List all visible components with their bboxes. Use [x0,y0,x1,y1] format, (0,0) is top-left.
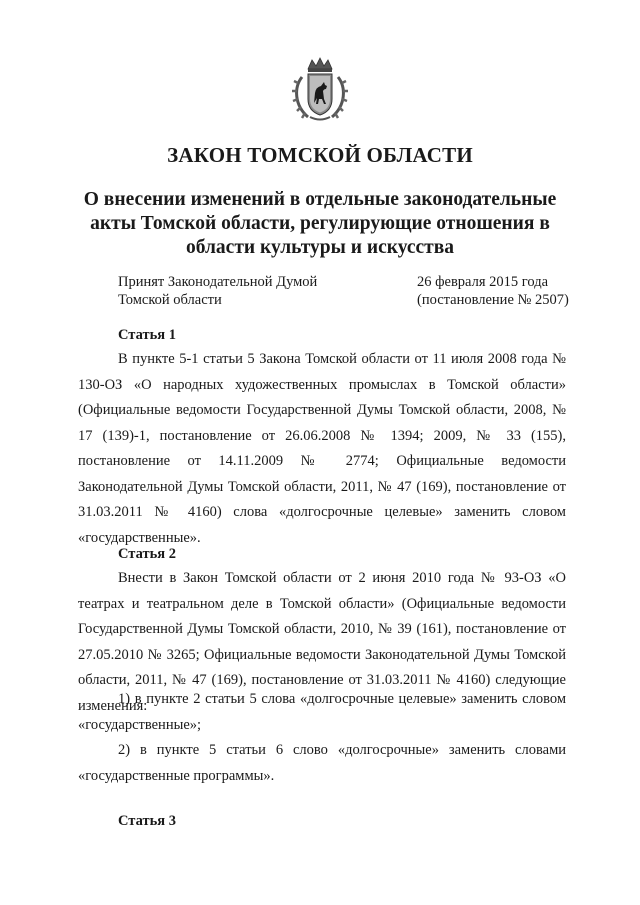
resolution-number: (постановление № 2507) [417,292,569,308]
article-2-heading: Статья 2 [118,546,176,562]
adopted-by-line: Принят Законодательной Думой [118,274,318,290]
adoption-date-info [417,273,569,309]
adoption-info [118,273,317,309]
coat-of-arms-icon [288,55,352,125]
law-subtitle: О внесении изменений в отдельные законодательные акты Томской области, регулирующие отношения в области культуры и искусства [83,189,557,258]
article-2-item-1: 1) в пункте 2 статьи 5 слова «долгосрочные целевые» заменить словом «государственные»; [78,691,566,733]
article-1-paragraph: В пункте 5-1 статьи 5 Закона Томской области от 11 июля 2008 года № 130-ОЗ «О народных художественных промыслах в Томской области» (Официальные ведомости Государственной Думы Томской области, 2008, № 17 (139)-1, постановление от 26.06.2008 № 1394; 2009, № 33 (155), постановление от 14.11.2009 № 2774; Официальные ведомости Законодательной Думы Томской области, 2011, № 47 (169), постановление от 31.03.2011 № 4160) слова «долгосрочные целевые» заменить словом «государственные». [78,351,566,546]
article-3-heading: Статья 3 [118,813,176,829]
law-title: ЗАКОН ТОМСКОЙ ОБЛАСТИ [167,143,473,167]
adopted-by-region-line: Томской области [118,292,222,308]
adoption-date: 26 февраля 2015 года [417,274,549,290]
article-2-item-2: 2) в пункте 5 статьи 6 слово «долгосрочные» заменить словами «государственные программы». [78,742,566,784]
article-1-heading: Статья 1 [118,327,176,343]
article-2-paragraph-intro: Внести в Закон Томской области от 2 июня 2010 года № 93-ОЗ «О театрах и театральном деле в Томской области» (Официальные ведомости Государственной Думы Томской области, 2010, № 39 (161), постановление от 27.05.2010 № 3265; Официальные ведомости Законодательной Думы Томской области, 2011, № 47 (169), постановление от 31.03.2011 № 4160) следующие изменения: [78,570,566,714]
